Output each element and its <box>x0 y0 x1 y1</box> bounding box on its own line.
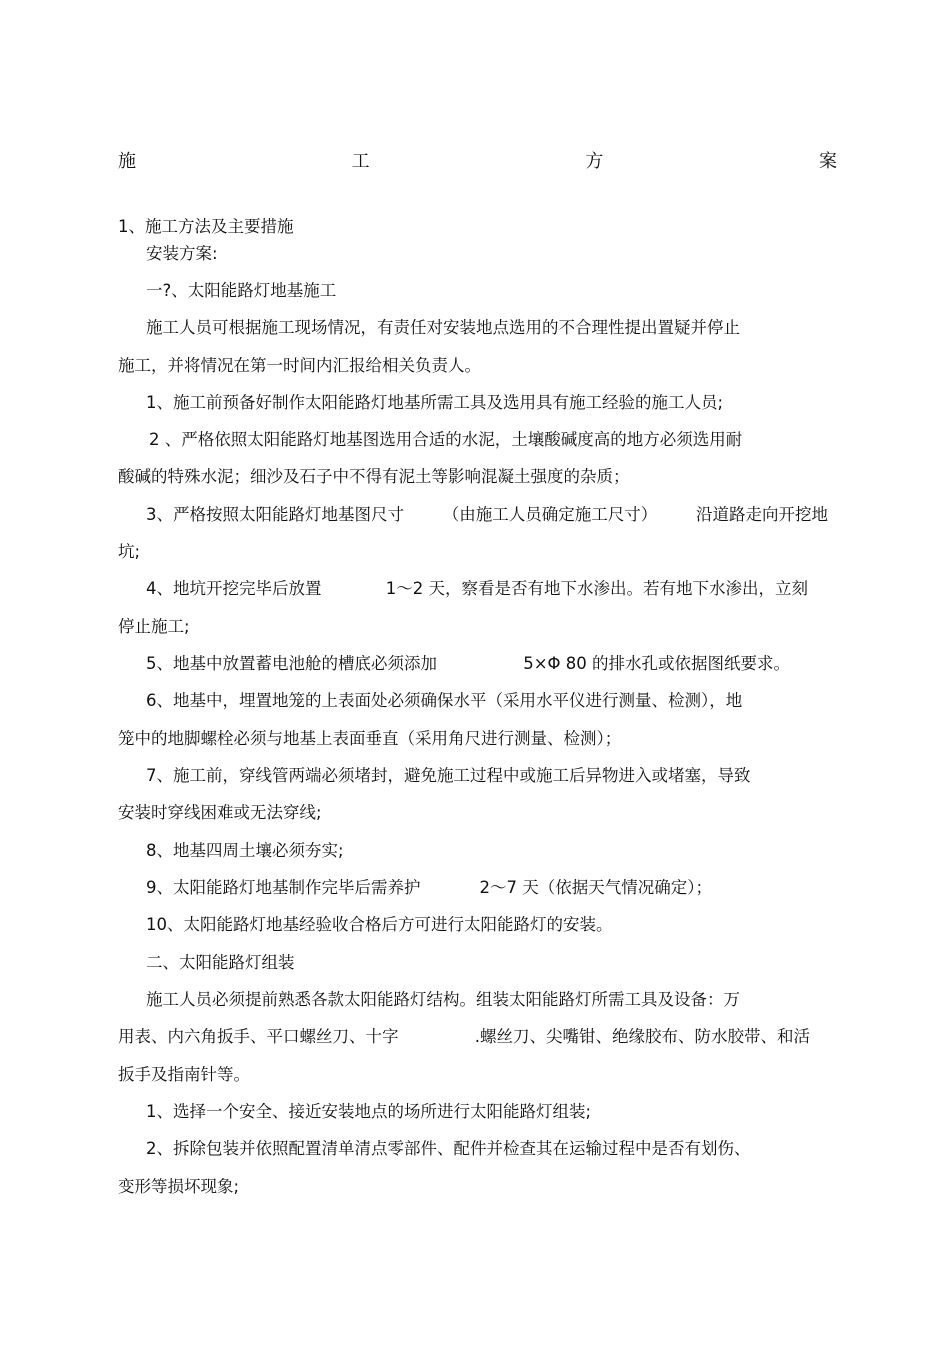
part-heading: 一?、太阳能路灯地基施工 <box>146 281 337 300</box>
list-item: 8、地基四周土壤必须夯实; <box>146 841 344 860</box>
paragraph-line: 施工，并将情况在第一时间内汇报给相关负责人。 <box>118 356 481 375</box>
list-item: 7、施工前，穿线管两端必须堵封，避免施工过程中或施工后异物进入或堵塞，导致 <box>146 766 751 785</box>
title-char: 案 <box>818 151 837 172</box>
document-title <box>118 149 837 175</box>
text-segment: 4、地坑开挖完毕后放置 <box>146 579 322 598</box>
list-item: 2、拆除包装并依照配置清单清点零部件、配件并检查其在运输过程中是否有划伤、 <box>146 1139 751 1158</box>
list-item <box>146 653 790 675</box>
paragraph-line: 扳手及指南针等。 <box>118 1065 250 1084</box>
paragraph-line: 安装时穿线困难或无法穿线; <box>118 803 322 822</box>
title-char: 工 <box>351 151 370 172</box>
text-segment: 用表、内六角扳手、平口螺丝刀、十字 <box>118 1027 399 1046</box>
title-char: 施 <box>118 151 136 172</box>
list-item: 2 、严格依照太阳能路灯地基图选用合适的水泥，土壤酸碱度高的地方必须选用耐 <box>149 430 743 449</box>
part-heading: 二、太阳能路灯组装 <box>146 953 295 972</box>
paragraph-line: 酸碱的特殊水泥；细沙及石子中不得有泥土等影响混凝土强度的杂质； <box>118 467 630 486</box>
paragraph-line: 施工人员可根据施工现场情况，有责任对安装地点选用的不合理性提出置疑并停止 <box>146 318 740 337</box>
text-segment: 5、地基中放置蓄电池舱的槽底必须添加 <box>146 654 437 673</box>
paragraph-line: 施工人员必须提前熟悉各款太阳能路灯结构。组装太阳能路灯所需工具及设备：万 <box>146 990 740 1009</box>
list-item <box>146 877 712 899</box>
list-item <box>146 578 808 600</box>
section-heading: 1、施工方法及主要措施 <box>118 217 294 236</box>
text-segment: 5×Φ 80 的排水孔或依据图纸要求。 <box>523 654 790 673</box>
text-segment: 1～2 天，察看是否有地下水渗出。若有地下水渗出，立刻 <box>385 579 808 598</box>
text-segment: 2～7 天（依据天气情况确定）； <box>479 878 712 897</box>
list-item <box>146 504 828 526</box>
list-item: 6、地基中，埋置地笼的上表面处必须确保水平（采用水平仪进行测量、检测），地 <box>146 691 743 710</box>
paragraph-line: 坑; <box>118 542 141 561</box>
text-segment: 沿道路走向开挖地 <box>696 505 828 524</box>
paragraph-line <box>118 1026 810 1048</box>
list-item: 1、选择一个安全、接近安装地点的场所进行太阳能路灯组装; <box>146 1102 592 1121</box>
text-segment: .螺丝刀、尖嘴钳、绝缘胶布、防水胶带、和活 <box>474 1027 810 1046</box>
paragraph-line: 变形等损坏现象; <box>118 1177 240 1196</box>
paragraph-line: 笼中的地脚螺栓必须与地基上表面垂直（采用角尺进行测量、检测）； <box>118 729 622 748</box>
text-segment: 9、太阳能路灯地基制作完毕后需养护 <box>146 878 421 897</box>
paragraph-line: 停止施工; <box>118 617 190 636</box>
text-segment: （由施工人员确定施工尺寸） <box>442 505 658 524</box>
section-subheading: 安装方案: <box>146 244 218 263</box>
title-char: 方 <box>585 151 604 172</box>
text-segment: 3、严格按照太阳能路灯地基图尺寸 <box>146 505 404 524</box>
list-item: 10、太阳能路灯地基经验收合格后方可进行太阳能路灯的安装。 <box>146 915 613 934</box>
list-item: 1、施工前预备好制作太阳能路灯地基所需工具及选用具有施工经验的施工人员; <box>146 393 724 412</box>
